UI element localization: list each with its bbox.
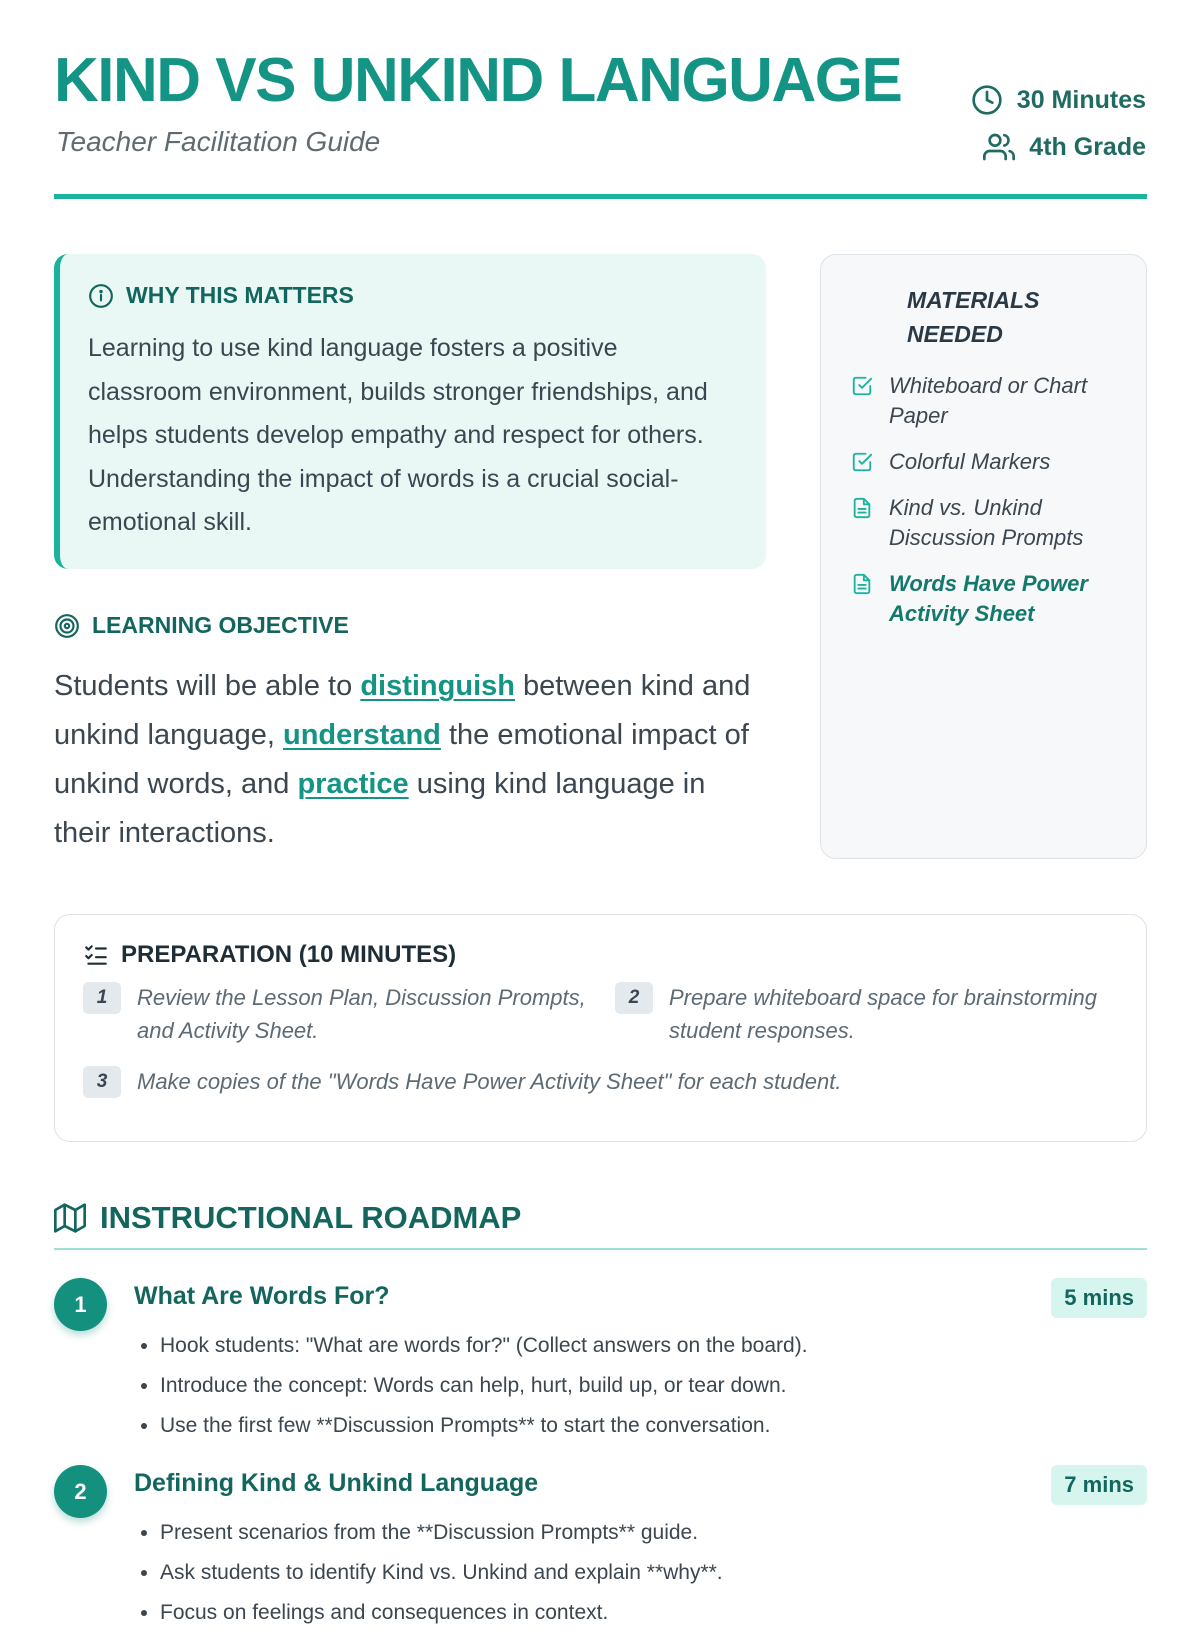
roadmap-phase <box>54 1465 1147 1645</box>
document-icon <box>851 573 873 595</box>
why-text: Learning to use kind language fosters a positive classroom environment, builds stronger friendships, and helps students develop empathy and respect for others. Understanding the impact of words is a crucial social-emotional skill. <box>88 334 708 536</box>
materials-list <box>845 371 1122 629</box>
step-text: Review the Lesson Plan, Discussion Prompts, and Activity Sheet. <box>137 985 586 1043</box>
preparation-card <box>54 914 1147 1142</box>
objective-keyword: understand <box>282 719 441 751</box>
phase-bullet: • Introduce the concept: Words can help, hurt, build up, or tear down. <box>160 1366 1120 1406</box>
materials-card <box>820 254 1147 859</box>
clock-icon <box>971 84 1003 116</box>
document-icon <box>851 497 873 519</box>
roadmap-phase <box>54 1278 1147 1458</box>
objective-keyword: practice <box>297 768 409 800</box>
phase-bullets <box>134 1513 1120 1633</box>
preparation-heading <box>83 941 1118 969</box>
objective-text-part: using kind language in their interactions. <box>54 768 706 849</box>
info-icon <box>88 283 114 309</box>
preparation-steps <box>83 981 1118 1098</box>
roadmap-heading <box>54 1200 521 1236</box>
phase-duration-badge: 5 mins <box>1051 1278 1147 1318</box>
roadmap-heading-label: INSTRUCTIONAL ROADMAP <box>100 1200 522 1235</box>
step-number: 1 <box>83 982 121 1014</box>
material-label: Whiteboard or Chart Paper <box>889 373 1088 428</box>
prep-step <box>615 981 1115 1047</box>
duration-label: 30 Minutes <box>1016 85 1146 114</box>
phase-bullets <box>134 1326 1120 1446</box>
objective-text-part: the emotional impact of unkind words, and <box>54 719 749 800</box>
objective-heading-label: LEARNING OBJECTIVE <box>92 612 349 638</box>
phase-number: 1 <box>54 1278 107 1331</box>
target-icon <box>54 613 80 639</box>
step-text: Prepare whiteboard space for brainstorming student responses. <box>669 985 1098 1043</box>
checkbox-icon <box>851 375 873 397</box>
prep-step <box>83 981 615 1047</box>
material-item <box>845 447 1122 477</box>
grade-meta <box>983 131 1146 163</box>
materials-heading: MATERIALS NEEDED <box>907 287 1040 347</box>
phase-duration-badge: 7 mins <box>1051 1465 1147 1505</box>
step-number: 2 <box>615 982 653 1014</box>
checkbox-icon <box>851 451 873 473</box>
phase-bullet: • Present scenarios from the **Discussion Prompts** guide. <box>160 1513 1120 1553</box>
page-title: KIND VS UNKIND LANGUAGE <box>54 46 902 115</box>
phase-bullet: • Use the first few **Discussion Prompts** to start the conversation. <box>160 1406 1120 1446</box>
phase-title: What Are Words For? <box>134 1282 390 1310</box>
header-divider <box>54 194 1147 199</box>
material-label: Words Have Power Activity Sheet <box>889 571 1088 626</box>
objective-keyword: distinguish <box>360 670 515 702</box>
phase-bullet: • Focus on feelings and consequences in context. <box>160 1593 1120 1633</box>
phase-bullet: • Ask students to identify Kind vs. Unkind and explain **why**. <box>160 1553 1120 1593</box>
phase-title: Defining Kind & Unkind Language <box>134 1469 539 1497</box>
why-heading-label: WHY THIS MATTERS <box>126 282 354 308</box>
step-text: Make copies of the "Words Have Power Activity Sheet" for each student. <box>137 1069 842 1094</box>
objective-text <box>54 662 754 858</box>
users-icon <box>983 131 1015 163</box>
prep-step <box>83 1065 1115 1098</box>
preparation-heading-label: PREPARATION (10 MINUTES) <box>121 941 457 968</box>
material-label: Kind vs. Unkind Discussion Prompts <box>889 495 1084 550</box>
material-label: Colorful Markers <box>889 449 1051 474</box>
material-item <box>845 371 1122 431</box>
material-item <box>845 493 1122 553</box>
objective-heading <box>54 612 349 639</box>
objective-text-part: Students will be able to <box>54 670 361 702</box>
phase-bullet: • Hook students: "What are words for?" (Collect answers on the board). <box>160 1326 1120 1366</box>
phase-number: 2 <box>54 1465 107 1518</box>
grade-label: 4th Grade <box>1029 132 1146 161</box>
why-this-matters-card <box>54 254 766 569</box>
page-subtitle: Teacher Facilitation Guide <box>56 126 381 157</box>
duration-meta <box>971 84 1146 116</box>
step-number: 3 <box>83 1066 121 1098</box>
map-icon <box>54 1202 86 1234</box>
why-heading <box>88 282 736 309</box>
objective-text-part: between kind and unkind language, <box>54 670 751 751</box>
checklist-icon <box>83 942 109 968</box>
material-item <box>845 569 1122 629</box>
roadmap-divider <box>54 1248 1147 1250</box>
